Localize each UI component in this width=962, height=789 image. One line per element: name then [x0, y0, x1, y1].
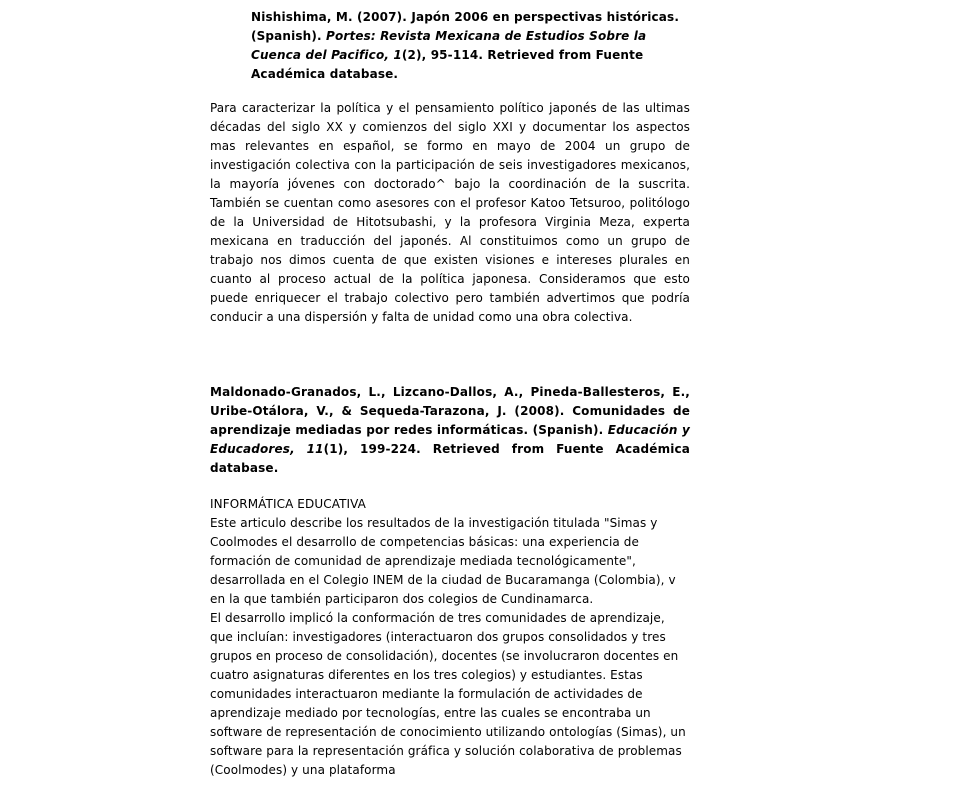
section-heading: INFORMÁTICA EDUCATIVA: [210, 497, 366, 511]
citation-2-authors: Maldonado-Granados, L., Lizcano-Dallos, A., Pineda-Ballesteros, E., Uribe-Otálora, V., & Sequeda-Tarazona, J. (2008).: [210, 385, 690, 418]
citation-1-title: Japón 2006 en perspectivas históricas. (Spanish).: [251, 10, 680, 43]
citation-2-title: Comunidades de aprendizaje mediadas por redes informáticas. (Spanish).: [210, 404, 690, 437]
abstract-entry-1: Para caracterizar la política y el pensamiento político japonés de las ultimas décadas del siglo XX y comienzos del siglo XXI y documentar los aspectos mas relevantes en español, se formo en mayo de 2004 un grupo de investigación colectiva con la participación de seis investigadores mexicanos, la mayoría jóvenes con doctorado^ bajo la coordinación de la suscrita. También se cuentan como asesores con el profesor Katoo Tetsuroo, politólogo de la Universidad de Hitotsubashi, y la profesora Virginia Meza, experta mexicana en traducción del japonés. Al constituimos como un grupo de trabajo nos dimos cuenta de que existen visiones e intereses plurales en cuanto al proceso actual de la política japonesa. Consideramos que esto puede enriquecer el trabajo colectivo pero también advertimos que podría conducir a una dispersión y falta de unidad como una obra colectiva.: [210, 101, 690, 324]
citation-1-issue: (2),: [401, 48, 427, 62]
abstract-entry-2: [210, 495, 690, 780]
citation-2-journal: Educación y Educadores, 11: [210, 423, 690, 456]
citation-2-pages-retrieval: 199-224. Retrieved from Fuente Académica database.: [210, 442, 690, 475]
citation-entry-1: [251, 8, 691, 84]
citation-1-authors: Nishishima, M. (2007).: [251, 10, 407, 24]
citation-2-issue: (1),: [323, 442, 349, 456]
abstract-2-paragraph-2: El desarrollo implicó la conformación de tres comunidades de aprendizaje, que incluían: investigadores (interactuaron dos grupos consolidados y tres grupos en proceso de consolidación), docentes (se involucraron docentes en cuatro asignaturas diferentes en los tres colegios) y estudiantes. Estas comunidades interactuaron mediante la formulación de actividades de aprendizaje mediado por tecnologías, entre las cuales se encontraba un software de representación de conocimiento utilizando ontologías (Simas), un software para la representación gráfica y solución colaborativa de problemas (Coolmodes) y una plataforma: [210, 611, 686, 777]
abstract-2-paragraph-1: Este articulo describe los resultados de la investigación titulada "Simas y Coolmodes el desarrollo de competencias básicas: una experiencia de formación de comunidad de aprendizaje mediada tecnológicamente", desarrollada en el Colegio INEM de la ciudad de Bucaramanga (Colombia), v en la que también participaron dos colegios de Cundinamarca.: [210, 516, 676, 606]
citation-1-journal: Portes: Revista Mexicana de Estudios Sobre la Cuenca del Pacifico, 1: [251, 29, 647, 62]
citation-1-pages-retrieval: 95-114. Retrieved from Fuente Académica database.: [251, 48, 644, 81]
citation-entry-2: [210, 383, 690, 478]
